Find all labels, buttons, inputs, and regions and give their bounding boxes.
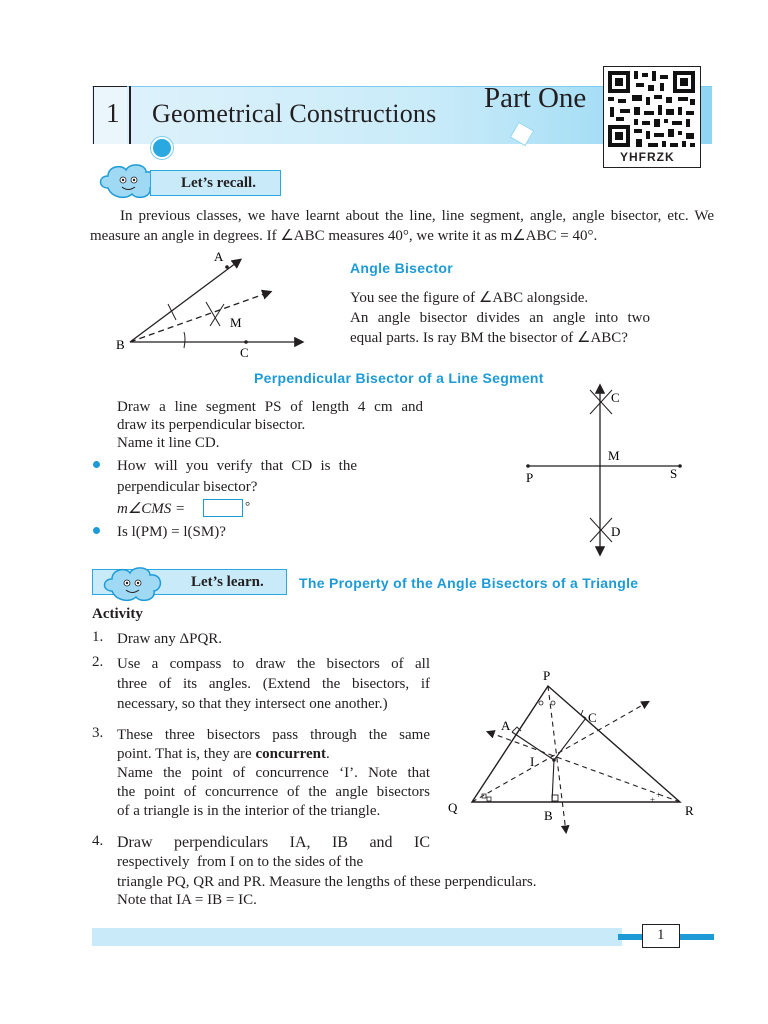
point-p-label: P: [543, 668, 551, 683]
point-c-label: C: [588, 710, 597, 725]
perp-intro-line-2: draw its perpendicular bisector.: [117, 417, 306, 433]
step-4-line-3: triangle PQ, QR and PR. Measure the lengths of these perpendiculars.: [117, 874, 537, 890]
degree-symbol: °: [245, 498, 251, 513]
angle-bisector-figure: [110, 246, 310, 364]
point-c-label: C: [611, 390, 620, 405]
perp-question-2: Is l(PM) = l(SM)?: [117, 524, 226, 540]
chapter-divider: [129, 86, 131, 144]
step-3-line-2-suffix: .: [326, 746, 330, 762]
angle-bisector-line-2: An angle bisector divides an angle into two: [350, 310, 650, 326]
step-4-line-2: respectively from I on to the sides of the: [117, 854, 364, 870]
point-i-label: I: [530, 754, 535, 769]
perp-intro-line-3: Name it line CD.: [117, 435, 220, 451]
recall-paragraph: In previous classes, we have learnt about the line, line segment, angle, angle bisector, etc. We measure an angle in degrees. If ∠ABC measures 40°, we write it as m∠ABC = 40°.: [90, 208, 714, 244]
step-4-number: 4.: [92, 833, 104, 849]
activity-title: Activity: [92, 606, 143, 622]
point-m-label: M: [608, 448, 620, 463]
angle-bisector-line-1: You see the figure of ∠ABC alongside.: [350, 290, 589, 306]
point-q-label: Q: [448, 800, 458, 815]
point-c-label: C: [240, 345, 249, 360]
perpendicular-bisector-heading: Perpendicular Bisector of a Line Segment: [254, 370, 544, 386]
chapter-title: Geometrical Constructions: [152, 99, 437, 128]
svg-text:+: +: [656, 790, 662, 800]
cloud-mascot-icon: [100, 561, 166, 607]
perp-intro-line-1: Draw a line segment PS of length 4 cm and: [117, 399, 423, 415]
step-3-line-2-prefix: point. That is, they are: [117, 746, 256, 762]
step-3-line-3: Name the point of concurrence ‘I’. Note that: [117, 765, 430, 781]
bullet-icon: [93, 461, 100, 468]
point-a-label: A: [501, 718, 511, 733]
step-4-line-1: Draw perpendiculars IA, IB and IC: [117, 834, 430, 851]
step-1-text: Draw any ΔPQR.: [117, 631, 223, 647]
lets-recall-tag: [150, 170, 281, 196]
step-2-line-1: Use a compass to draw the bisectors of all: [117, 656, 430, 672]
learn-heading: The Property of the Angle Bisectors of a Triangle: [299, 575, 639, 591]
lets-recall-label: Let’s recall.: [181, 175, 256, 191]
part-label: Part One: [484, 82, 587, 114]
perp-question-1-line-1: How will you verify that CD is the: [117, 458, 357, 474]
perpendicular-bisector-figure: [520, 378, 700, 558]
step-2-number: 2.: [92, 654, 104, 670]
step-4-line-4: Note that IA = IB = IC.: [117, 892, 257, 908]
step-2-line-2: three of its angles. (Extend the bisectors, if: [117, 676, 430, 692]
lets-learn-label: Let’s learn.: [191, 574, 264, 590]
concurrent-term: concurrent: [255, 746, 326, 762]
point-b-label: B: [116, 337, 125, 352]
bullet-icon: [93, 527, 100, 534]
footer-bar: [92, 928, 622, 946]
qr-code-label: YHFRZK: [620, 150, 675, 164]
qr-code-icon: [604, 67, 699, 151]
page-number: 1: [657, 927, 665, 943]
perp-question-1-line-2: perpendicular bisector?: [117, 479, 258, 495]
step-1-number: 1.: [92, 629, 104, 645]
step-3-line-1: These three bisectors pass through the same: [117, 727, 430, 743]
point-a-label: A: [214, 249, 224, 264]
step-3-number: 3.: [92, 725, 104, 741]
svg-text:+: +: [650, 795, 656, 805]
point-m-label: M: [230, 315, 242, 330]
point-p-label: P: [526, 470, 534, 485]
step-3-line-4: the point of concurrence of the angle bisectors: [117, 784, 430, 800]
perp-answer-prefix: m∠CMS =: [117, 501, 186, 517]
point-d-label: D: [611, 524, 621, 539]
point-r-label: R: [685, 803, 694, 818]
angle-bisector-line-3: equal parts. Is ray BM the bisector of ∠ABC?: [350, 330, 628, 346]
step-2-line-3: necessary, so that they intersect one another.): [117, 696, 388, 712]
step-3-line-2: [117, 744, 430, 764]
angle-answer-input[interactable]: [203, 499, 243, 517]
triangle-bisectors-figure: [440, 660, 710, 840]
point-s-label: S: [670, 466, 678, 481]
chapter-number: 1: [106, 98, 120, 128]
angle-bisector-heading: Angle Bisector: [350, 260, 453, 276]
point-b-label: B: [544, 808, 553, 823]
step-3-line-5: of a triangle is in the interior of the triangle.: [117, 803, 381, 819]
decor-circle-icon: [151, 137, 173, 159]
